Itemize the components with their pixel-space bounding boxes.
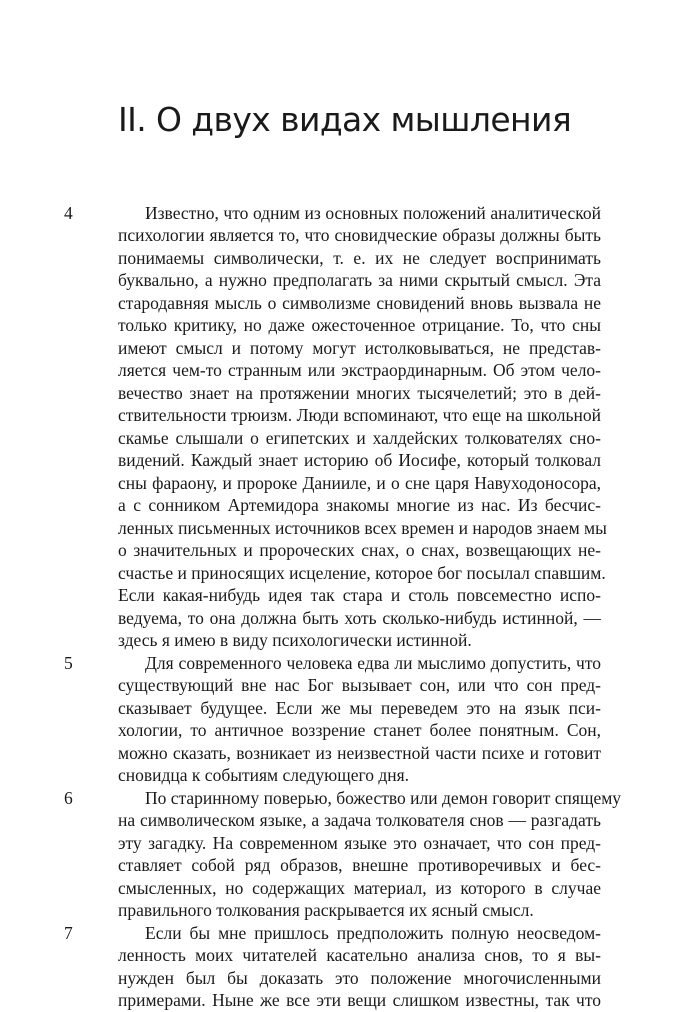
text-line: стародавняя мысль о символизме сновидений вновь вызвала не: [118, 293, 601, 313]
text-line: сны фараону, и пророке Данииле, и о сне царя Навуходоносора,: [118, 473, 601, 493]
chapter-title: II. О двух видах мышления: [118, 100, 572, 139]
text-line: понимаемы символически, т. е. их не следует воспринимать: [118, 248, 601, 268]
text-line: можно сказать, возникает из неизвестной части психе и готовит: [118, 743, 601, 763]
text-line: сказывает будущее. Если же мы переведем это на язык пси-: [118, 698, 601, 718]
text-line: примерами. Ныне же все эти вещи слишком известны, так что: [118, 990, 601, 1010]
paragraph-number: 5: [64, 653, 73, 673]
text-line: имеют смысл и потому могут истолковываться, не представ-: [118, 338, 601, 358]
paragraph-number: 7: [64, 923, 73, 943]
text-line: счастье и приносящих исцеление, которое бог посылал спавшим.: [118, 563, 606, 583]
text-line: Если какая-нибудь идея так стара и столь повсеместно испо-: [118, 585, 601, 605]
text-line: ведуема, то она должна быть хоть сколько-нибудь истинной, —: [118, 608, 601, 628]
paragraph-number: 4: [64, 203, 73, 223]
text-line: хологии, то античное воззрение станет более понятным. Сон,: [118, 720, 601, 740]
text-line: психологии является то, что сновидческие образы должны быть: [118, 225, 601, 245]
text-line: скамье слышали о египетских и халдейских толкователях сно-: [118, 428, 601, 448]
text-line: буквально, а нужно предполагать за ними скрытый смысл. Эта: [118, 270, 601, 290]
text-line: эту загадку. На современном языке это означает, что сон пред-: [118, 833, 601, 853]
text-line: здесь я имею в виду психологически истинной.: [118, 630, 472, 650]
text-line: Для современного человека едва ли мыслимо допустить, что: [145, 653, 601, 673]
text-line: ставляет собой ряд образов, внешне противоречивых и бес-: [118, 855, 601, 875]
text-line: вечество знает на протяжении многих тысячелетий; это в дей-: [118, 383, 601, 403]
text-line: ляется чем-то странным или экстраординарным. Об этом чело-: [118, 360, 601, 380]
text-line: существующий вне нас Бог вызывает сон, или что сон пред-: [118, 675, 601, 695]
text-line: По старинному поверью, божество или демон говорит спящему: [145, 788, 622, 808]
text-line: правильного толкования раскрывается их ясный смысл.: [118, 900, 534, 920]
text-line: ствительности трюизм. Люди вспоминают, что еще на школьной: [118, 405, 601, 425]
text-line: о значительных и пророческих снах, о снах, возвещающих не-: [118, 540, 601, 560]
text-line: Известно, что одним из основных положений аналитической: [145, 203, 601, 223]
text-line: ленность моих читателей касательно анализа снов, то я вы-: [118, 945, 601, 965]
text-line: только критику, но даже ожесточенное отрицание. То, что сны: [118, 315, 601, 335]
text-line: нужден был бы доказать это положение многочисленными: [118, 968, 601, 988]
paragraph-number: 6: [64, 788, 73, 808]
text-line: а с сонником Артемидора знакомы многие из нас. Из бесчис-: [118, 495, 601, 515]
text-line: ленных письменных источников всех времен и народов знаем мы: [118, 518, 607, 538]
text-line: сновидца к событиям следующего дня.: [118, 765, 410, 785]
text-line: смысленных, но содержащих материал, из которого в случае: [118, 878, 601, 898]
text-line: на символическом языке, а задача толкователя снов — разгадать: [118, 810, 601, 830]
text-line: видений. Каждый знает историю об Иосифе, который толковал: [118, 450, 601, 470]
text-line: Если бы мне пришлось предположить полную неосведом-: [145, 923, 601, 943]
